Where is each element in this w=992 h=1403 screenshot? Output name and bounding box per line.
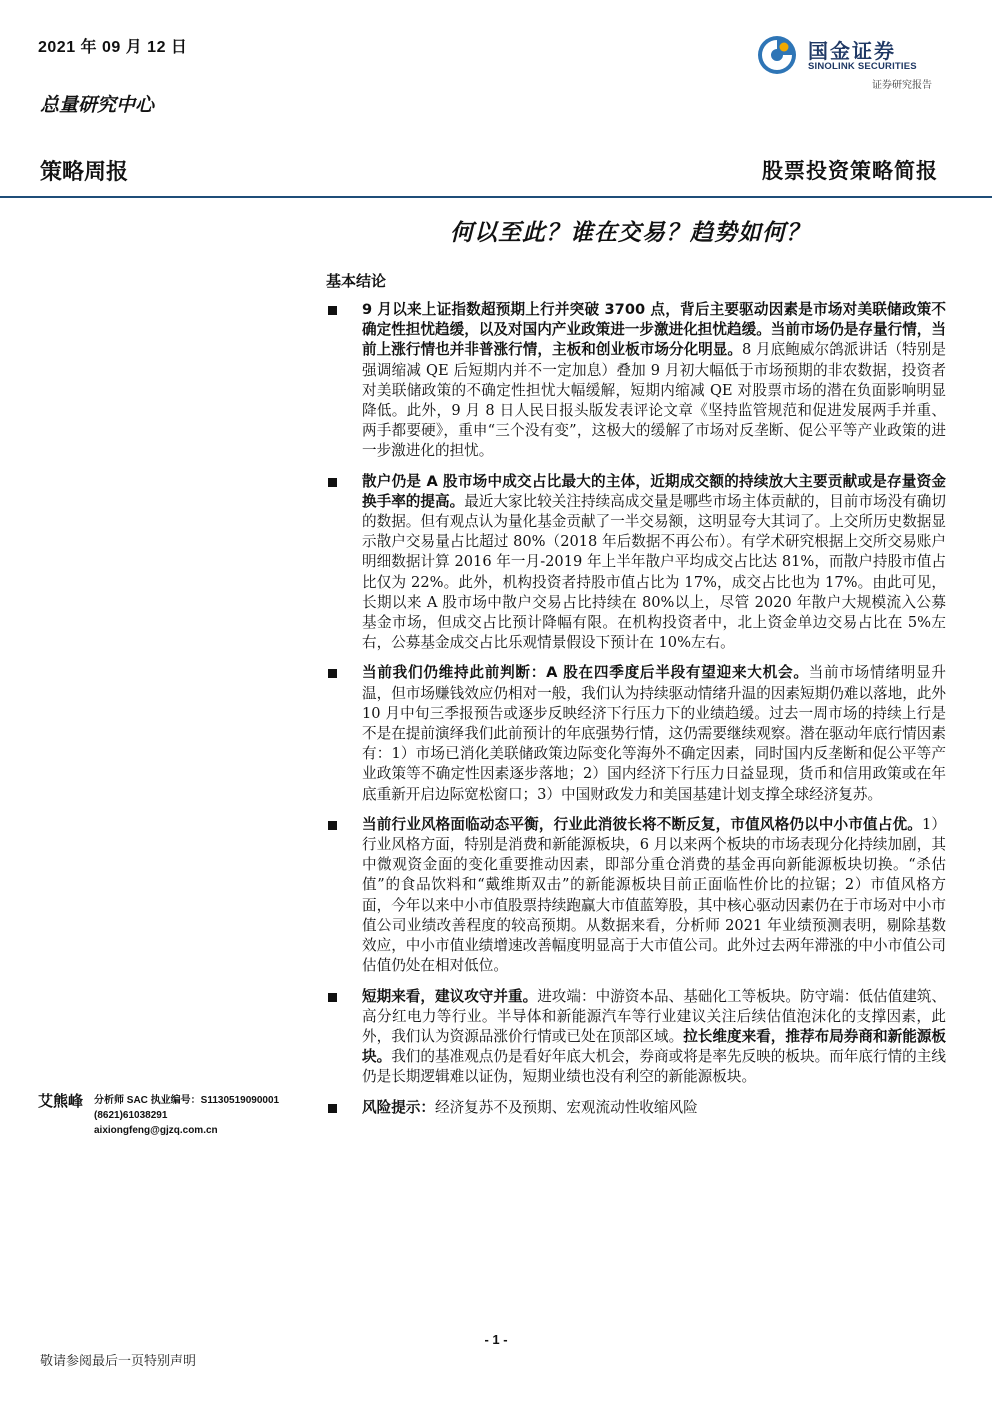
analyst-license: 分析师 SAC 执业编号：S1130519090001 (94, 1095, 280, 1106)
conclusion-list (326, 300, 946, 1128)
square-bullet-icon (328, 993, 337, 1002)
bullet-text: 最近大家比较关注持续高成交量是哪些市场主体贡献的，目前市场没有确切的数据。但有观点认为量化基金贡献了一半交易额，这明显夸大其词了。上交所历史数据显示散户交易量占比超过 80%（2018 年后数据不再公布）。有学术研究根据上交所交易账户明细数据计算 2016 年一月-2019 年上半年散户平均成交占比达 81%，而散户持股市值占比仅为 22%。此外，机构投资者持股市值占比为 17%，成交占比也为 17%。由此可见，长期以来 A 股市场中散户交易占比持续在 80%以上，尽管 2020 年散户大规模流入公募基金市场，但成交占比预计降幅有限。在机构投资者中，北上资金单边交易占比在 5%左右，公募基金成交占比乐观情景假设下预计在 10%左右。 (362, 492, 946, 652)
analyst-name: 艾熊峰 (38, 1092, 84, 1110)
square-bullet-icon (328, 1104, 337, 1113)
list-item (326, 987, 946, 1088)
analyst-details (94, 1093, 279, 1138)
page-number: - 1 - (484, 1332, 508, 1347)
section-title: 基本结论 (326, 272, 387, 290)
logo-chinese-name: 国金证券 (808, 39, 896, 63)
square-bullet-icon (328, 478, 337, 487)
bullet-lead: 当前我们仍维持此前判断：A 股在四季度后半段有望迎来大机会。 (362, 664, 809, 682)
list-item (326, 663, 946, 804)
report-type: 策略周报 (40, 160, 129, 185)
risk-label: 风险提示： (362, 1098, 435, 1116)
square-bullet-icon (328, 821, 337, 830)
square-bullet-icon (328, 669, 337, 678)
sinolink-logo-icon (756, 34, 798, 76)
bullet-paragraph (362, 663, 946, 804)
bullet-paragraph (362, 300, 946, 462)
list-item (326, 1098, 946, 1118)
report-label: 证券研究报告 (872, 80, 932, 91)
bullet-paragraph (362, 815, 946, 977)
list-item (326, 472, 946, 654)
risk-text: 经济复苏不及预期、宏观流动性收缩风险 (434, 1098, 698, 1116)
header-divider (0, 196, 992, 198)
bullet-paragraph (362, 472, 946, 654)
analyst-email[interactable]: aixiongfeng@gjzq.com.cn (94, 1125, 218, 1136)
bullet-text-secondary: 我们的基准观点仍是看好年底大机会，券商或将是率先反映的板块。而年底行情的主线仍是长期逻辑难以证伪，短期业绩也没有利空的新能源板块。 (362, 1048, 946, 1086)
square-bullet-icon (328, 306, 337, 315)
analyst-phone: (8621)61038291 (94, 1110, 168, 1121)
report-date: 2021 年 09 月 12 日 (38, 39, 188, 56)
report-category: 股票投资策略简报 (762, 158, 938, 183)
bullet-paragraph (362, 987, 946, 1088)
bullet-text: 进攻端：中游资本品、基础化工等板块。防守端：低估值建筑、高分红电力等行业。半导体和新能源汽车等行业建议关注后续估值泡沫化的支撑因素，此外，我们认为资源品涨价行情或已处在顶部区域。 (362, 987, 946, 1045)
bullet-lead: 9 月以来上证指数超预期上行并突破 3700 点，背后主要驱动因素是市场对美联储政策不确定性担忧趋缓，以及对国内产业政策进一步激进化担忧趋缓。当前市场仍是存量行情，当前上涨行情也并非普涨行情，主板和创业板市场分化明显。 (362, 301, 946, 359)
bullet-lead: 短期来看，建议攻守并重。 (362, 987, 538, 1005)
bullet-text: 8 月底鲍威尔鸽派讲话（特别是强调缩减 QE 后短期内并不一定加息）叠加 9 月初大幅低于市场预期的非农数据，投资者对美联储政策的不确定性担忧大幅缓解，短期内缩减 QE 对股票市场的潜在负面影响明显降低。此外，9 月 8 日人民日报头版发表评论文章《坚持监管规范和促进发展两手并重、两手都要硬》，重申“三个没有变”，这极大的缓解了市场对反垄断、促公平等产业政策的进一步激进化的担忧。 (362, 341, 946, 460)
report-title: 何以至此？谁在交易？趋势如何？ (450, 219, 810, 246)
list-item (326, 815, 946, 977)
logo-english-name: SINOLINK SECURITIES (808, 61, 917, 72)
research-center: 总量研究中心 (40, 94, 155, 116)
bullet-lead: 当前行业风格面临动态平衡，行业此消彼长将不断反复，市值风格仍以中小市值占优。 (362, 815, 922, 833)
list-item (326, 300, 946, 462)
bullet-lead: 散户仍是 A 股市场中成交占比最大的主体，近期成交额的持续放大主要贡献或是存量资金换手率的提高。 (362, 472, 946, 510)
disclaimer-note: 敬请参阅最后一页特别声明 (40, 1354, 197, 1369)
risk-paragraph (362, 1098, 946, 1118)
bullet-text: 当前市场情绪明显升温，但市场赚钱效应仍相对一般，我们认为持续驱动情绪升温的因素短期仍难以落地，此外 10 月中旬三季报预告或逐步反映经济下行压力下的业绩趋缓。过去一周市场的持续上行是不是在提前演绎我们此前预计的年底强势行情，这仍需要继续观察。潜在驱动年底行情因素有：1）市场已消化美联储政策边际变化等海外不确定因素，同时国内反垄断和促公平等产业政策等不确定性因素逐步落地；2）国内经济下行压力日益显现，货币和信用政策或在年底重新开启边际宽松窗口；3）中国财政发力和美国基建计划支撑全球经济复苏。 (362, 664, 946, 803)
bullet-lead-secondary: 拉长维度来看，推荐布局券商和新能源板块。 (362, 1027, 946, 1066)
bullet-text: 1）行业风格方面，特别是消费和新能源板块，6 月以来两个板块的市场表现分化持续加剧，其中微观资金面的变化重要推动因素，即部分重仓消费的基金再向新能源板块切换。“杀估值”的食品饮料和“戴维斯双击”的新能源板块目前正面临性价比的拉锯；2）市值风格方面，今年以来中小市值股票持续跑赢大市值蓝筹股，其中核心驱动因素仍在于市场对中小市值公司业绩改善程度的较高预期。从数据来看，分析师 2021 年业绩预测表明，剔除基数效应，中小市值业绩增速改善幅度明显高于大市值公司。此外过去两年滞涨的中小市值公司估值仍处在相对低位。 (362, 815, 946, 975)
